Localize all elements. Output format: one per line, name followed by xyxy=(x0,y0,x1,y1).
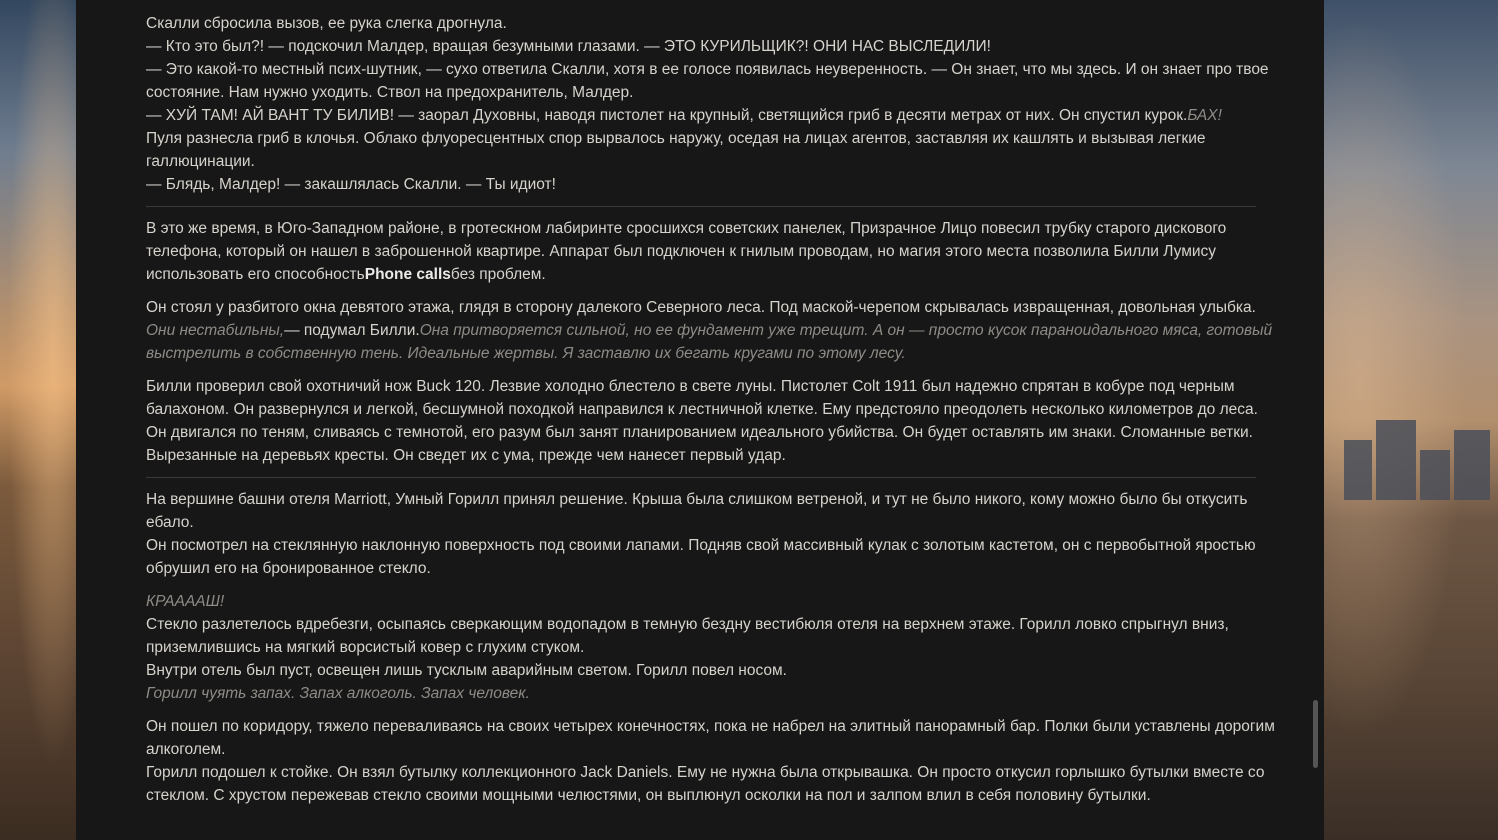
story-line: — Это какой-то местный псих-шутник, — сухо ответила Скалли, хотя в ее голосе появилась неуверенность. — Он знает, что мы здесь. И он знает про твое состояние. Нам нужно уходить. Ствол на предохранитель, Малдер. xyxy=(146,61,1269,101)
chat-panel xyxy=(76,0,1324,840)
story-line: Стекло разлетелось вдребезги, осыпаясь сверкающим водопадом в темную бездну вестибюля отеля на верхнем этаже. Горилл ловко спрыгнул вниз, приземлившись на мягкий ворсистый ковер с глухим стуком. xyxy=(146,616,1229,656)
background-left xyxy=(0,0,76,840)
scrollbar-thumb[interactable] xyxy=(1313,700,1318,768)
story-paragraph xyxy=(146,715,1276,807)
story-line: Внутри отель был пуст, освещен лишь тусклым аварийным светом. Горилл повел носом. xyxy=(146,662,787,679)
section-divider xyxy=(146,477,1256,478)
story-text xyxy=(146,12,1276,817)
story-paragraph xyxy=(146,590,1276,705)
ruined-building xyxy=(1376,420,1416,500)
story-text-segment: — ХУЙ ТАМ! АЙ ВАНТ ТУ БИЛИВ! — заорал Духовны, наводя пистолет на крупный, светящийся гриб в десяти метрах от них. Он спустил курок. xyxy=(146,107,1188,124)
story-line: Он посмотрел на стеклянную наклонную поверхность под своими лапами. Подняв свой массивный кулак с золотым кастетом, он с первобытной яростью обрушил его на бронированное стекло. xyxy=(146,537,1256,577)
story-text-segment: без проблем. xyxy=(450,266,546,283)
story-line: Он пошел по коридору, тяжело переваливаясь на своих четырех конечностях, пока не набрел на элитный панорамный бар. Полки были уставлены дорогим алкоголем. xyxy=(146,718,1275,758)
story-line: — Блядь, Малдер! — закашлялась Скалли. — Ты идиот! xyxy=(146,176,556,193)
italic-thought: Она притворяется сильной, но ее фундамент уже трещит. А он — просто кусок параноидального мяса, готовый выстрелить в собственную тень. Идеальные жертвы. Я заставлю их бегать кругами по этому лесу. xyxy=(146,322,1273,362)
story-text-segment: В это же время, в Юго-Западном районе, в гротескном лабиринте сросшихся советских панелек, Призрачное Лицо повесил трубку старого дискового телефона, который он нашел в заброшенной квартире. Аппарат был подключен к гнилым проводам, но магия этого места позволила Билли Лумису использовать его способность xyxy=(146,220,1227,283)
italic-thought: Они нестабильны, xyxy=(146,322,285,339)
story-text-segment: — подумал Билли. xyxy=(284,322,420,339)
story-paragraph xyxy=(146,296,1276,365)
story-line: На вершине башни отеля Marriott, Умный Горилл принял решение. Крыша была слишком ветреной, и тут не было никого, кому можно было бы откусить ебало. xyxy=(146,491,1248,531)
ruined-building xyxy=(1454,430,1490,500)
story-line xyxy=(146,319,1276,365)
background-right xyxy=(1324,0,1498,840)
story-paragraph xyxy=(146,488,1276,580)
ruined-building xyxy=(1420,450,1450,500)
ruined-building xyxy=(1344,440,1372,500)
story-paragraph xyxy=(146,217,1276,286)
italic-sound: БАХ! xyxy=(1187,107,1222,124)
story-line: Пуля разнесла гриб в клочья. Облако флуоресцентных спор вырвалось наружу, оседая на лицах агентов, заставляя их кашлять и вызывая легкие галлюцинации. xyxy=(146,130,1206,170)
section-divider xyxy=(146,206,1256,207)
story-line: — Кто это был?! — подскочил Малдер, вращая безумными глазами. — ЭТО КУРИЛЬЩИК?! ОНИ НАС ВЫСЛЕДИЛИ! xyxy=(146,38,991,55)
italic-thought: Горилл чуять запах. Запах алкоголь. Запах человек. xyxy=(146,685,530,702)
story-line: Горилл подошел к стойке. Он взял бутылку коллекционного Jack Daniels. Ему не нужна была открывашка. Он просто откусил горлышко бутылки вместе со стеклом. С хрустом пережевав стекло своими мощными челюстями, он выплюнул осколки на пол и залпом влил в себя половину бутылки. xyxy=(146,764,1265,804)
italic-sound: КРАААAШ! xyxy=(146,593,225,610)
story-line: Он стоял у разбитого окна девятого этажа, глядя в сторону далекого Северного леса. Под маской-черепом скрывалась извращенная, довольная улыбка. xyxy=(146,299,1256,316)
bold-ability-name: Phone calls xyxy=(364,266,451,283)
story-paragraph: Билли проверил свой охотничий нож Buck 120. Лезвие холодно блестело в свете луны. Пистолет Colt 1911 был надежно спрятан в кобуре под черным балахоном. Он развернулся и легкой, бесшумной походкой направился к лестничной клетке. Ему предстояло преодолеть несколько километров до леса. Он двигался по теням, сливаясь с темнотой, его разум был занят планированием идеального убийства. Он будет оставлять им знаки. Сломанные ветки. Вырезанные на деревьях кресты. Он сведет их с ума, прежде чем нанесет первый удар. xyxy=(146,378,1258,464)
story-line: Скалли сбросила вызов, ее рука слегка дрогнула. xyxy=(146,15,507,32)
story-line xyxy=(146,104,1276,127)
story-block-1 xyxy=(146,12,1276,196)
